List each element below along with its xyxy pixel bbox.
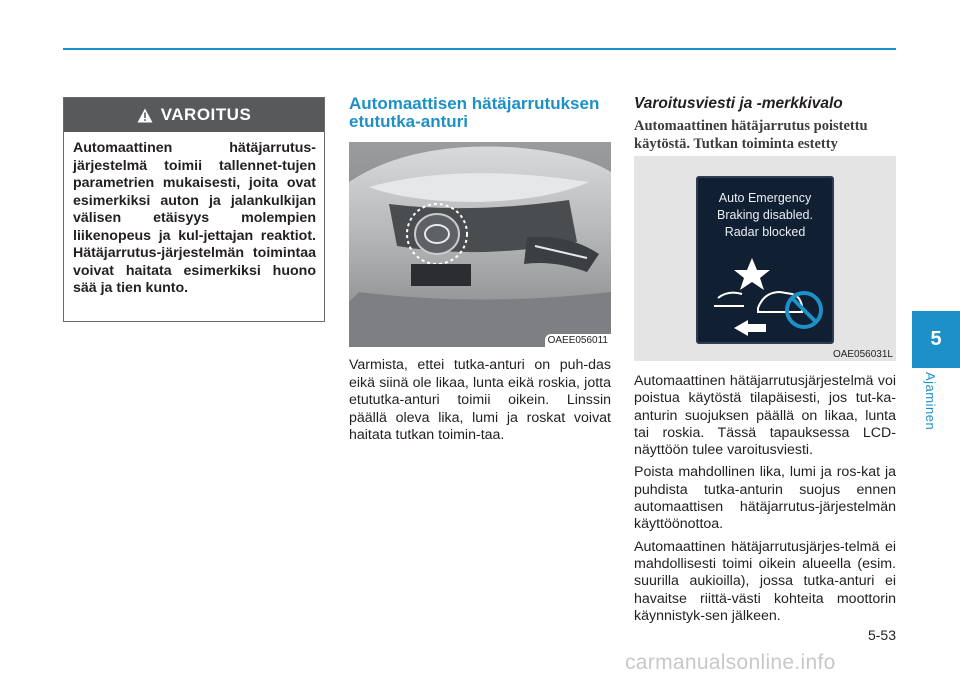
section-subtitle: Automaattinen hätäjarrutus poistettu käytöstä. Tutkan toiminta estetty xyxy=(634,118,868,152)
lcd-message xyxy=(698,190,832,241)
figure-code: OAEE056011 xyxy=(545,334,611,347)
paragraph: Poista mahdollinen lika, lumi ja ros-kat ja puhdista tutka-anturin suojus ennen automaattisen hätäjarrutus-järjestelmän käyttöönottoa. xyxy=(634,464,896,533)
warning-triangle-icon xyxy=(137,108,153,123)
figure-code: OAE056031L xyxy=(830,348,896,361)
lcd-line: Braking disabled. xyxy=(717,208,813,222)
lcd-line: Radar blocked xyxy=(724,225,806,239)
warning-box xyxy=(63,97,325,322)
car-front-photo xyxy=(349,142,611,347)
chapter-label: Ajaminen xyxy=(923,372,938,431)
lcd-figure xyxy=(634,156,896,361)
radar-sensor-paragraph: Varmista, ettei tutka-anturi on puh-das eikä siinä ole likaa, lunta eikä roskia, jotta etututka-anturi toimii oikein. Linssin päällä oleva lika, lumi ja roskat voivat haitata tutkan toimin-taa. xyxy=(349,357,611,443)
radar-blocked-icon xyxy=(704,250,828,340)
warning-title: VAROITUS xyxy=(160,105,252,124)
lcd-line: Auto Emergency xyxy=(718,191,812,205)
warning-header xyxy=(64,98,324,132)
paragraph: Automaattinen hätäjarrutusjärjes-telmä ei mahdollisesti toimi oikein alueella (esim. suurilla aukioilla), jossa tutka-anturi ei havaitse riittä-västi kohteita moottorin käynnistyk-sen jälkeen. xyxy=(634,538,896,624)
top-rule xyxy=(63,48,896,50)
section-title-warning-message: Varoitusviesti ja -merkkivalo xyxy=(634,95,843,112)
section-title-radar-sensor: Automaattisen hätäjarrutuksen etututka-anturi xyxy=(349,94,600,131)
lcd-display xyxy=(696,176,834,344)
watermark: carmanualsonline.info xyxy=(625,651,836,674)
chapter-tab: 5 xyxy=(912,311,960,368)
paragraph: Automaattinen hätäjarrutusjärjestelmä voi poistua käytöstä tilapäisesti, jos tut-ka-anturin suojuksen päällä on likaa, lunta tai roskia. Tässä tapauksessa LCD-näyttöön tulee varoitusviesti. xyxy=(634,373,896,459)
page-number: 5-53 xyxy=(867,627,896,643)
warning-text: Automaattinen hätäjarrutus-järjestelmä toimii tallennet-tujen parametrien mukaisesti, joita ovat esimerkiksi auton ja jalankulkijan välisen etäisyys molempien liikenopeus ja kul-jettajan reaktiot. Hätäjarrutus-järjestelmän toimintaa voivat haitata esimerkiksi huono sää ja tien kunto. xyxy=(73,140,316,296)
warning-message-body xyxy=(634,373,896,630)
